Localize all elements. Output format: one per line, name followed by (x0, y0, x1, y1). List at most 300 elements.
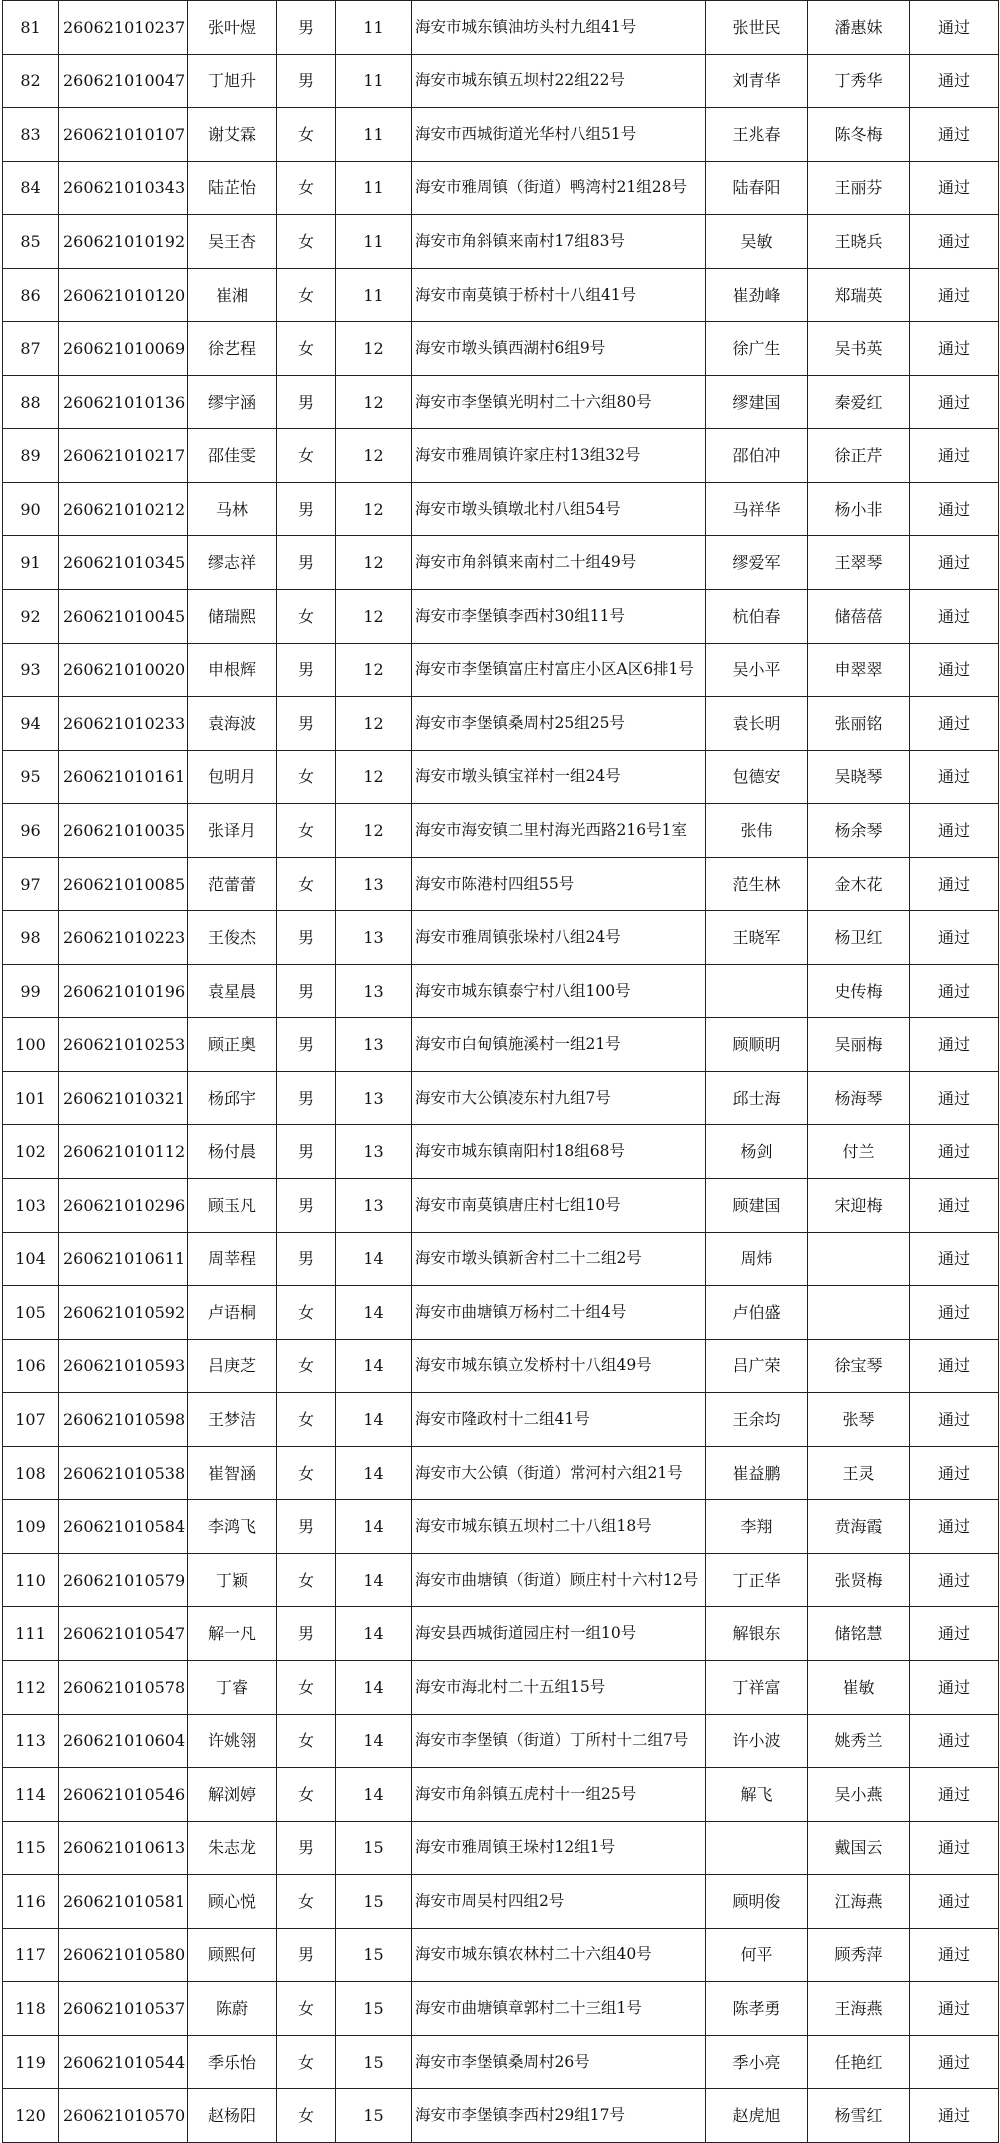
id-cell: 260621010547 (59, 1607, 188, 1661)
address-cell: 海安市大公镇（街道）常河村六组21号 (412, 1446, 706, 1500)
address-cell: 海安市大公镇凌东村九组7号 (412, 1071, 706, 1125)
name-cell: 邵佳雯 (188, 429, 277, 483)
father-cell: 马祥华 (706, 482, 808, 536)
mother-cell (808, 1286, 910, 1340)
mother-cell: 秦爱红 (808, 375, 910, 429)
age-cell: 13 (336, 1125, 412, 1179)
age-cell: 13 (336, 1071, 412, 1125)
table-row (3, 54, 999, 108)
table-row (3, 697, 999, 751)
mother-cell: 杨余琴 (808, 804, 910, 858)
mother-cell: 顾秀萍 (808, 1928, 910, 1982)
address-cell: 海安市城东镇南阳村18组68号 (412, 1125, 706, 1179)
mother-cell: 吴小燕 (808, 1768, 910, 1822)
mother-cell: 储蓓蓓 (808, 590, 910, 644)
result-cell: 通过 (910, 482, 999, 536)
name-cell: 崔智涵 (188, 1446, 277, 1500)
applicant-table (2, 0, 999, 2143)
mother-cell: 姚秀兰 (808, 1714, 910, 1768)
age-cell: 14 (336, 1500, 412, 1554)
name-cell: 袁海波 (188, 697, 277, 751)
father-cell: 解银东 (706, 1607, 808, 1661)
address-cell: 海安市雅周镇许家庄村13组32号 (412, 429, 706, 483)
result-cell: 通过 (910, 643, 999, 697)
father-cell: 许小波 (706, 1714, 808, 1768)
gender-cell: 女 (277, 804, 336, 858)
father-cell: 顾建国 (706, 1179, 808, 1233)
gender-cell: 女 (277, 750, 336, 804)
name-cell: 袁星晨 (188, 964, 277, 1018)
address-cell: 海安市周吴村四组2号 (412, 1875, 706, 1929)
mother-cell: 徐正芹 (808, 429, 910, 483)
mother-cell: 潘惠妹 (808, 1, 910, 55)
table-row (3, 1768, 999, 1822)
id-cell: 260621010537 (59, 1982, 188, 2036)
id-cell: 260621010217 (59, 429, 188, 483)
mother-cell: 杨雪红 (808, 2089, 910, 2143)
table-row (3, 1660, 999, 1714)
name-cell: 缪宇涵 (188, 375, 277, 429)
father-cell: 刘青华 (706, 54, 808, 108)
result-cell: 通过 (910, 1125, 999, 1179)
father-cell: 吕广荣 (706, 1339, 808, 1393)
gender-cell: 男 (277, 1232, 336, 1286)
father-cell: 邱士海 (706, 1071, 808, 1125)
address-cell: 海安市李堡镇李西村29组17号 (412, 2089, 706, 2143)
result-cell: 通过 (910, 697, 999, 751)
name-cell: 顾正奥 (188, 1018, 277, 1072)
father-cell: 包德安 (706, 750, 808, 804)
id-cell: 260621010223 (59, 911, 188, 965)
address-cell: 海安市李堡镇李西村30组11号 (412, 590, 706, 644)
id-cell: 260621010581 (59, 1875, 188, 1929)
name-cell: 解浏婷 (188, 1768, 277, 1822)
gender-cell: 男 (277, 964, 336, 1018)
age-cell: 14 (336, 1286, 412, 1340)
serial-cell: 115 (3, 1821, 59, 1875)
id-cell: 260621010112 (59, 1125, 188, 1179)
father-cell: 崔益鹏 (706, 1446, 808, 1500)
result-cell: 通过 (910, 54, 999, 108)
father-cell: 崔劲峰 (706, 268, 808, 322)
table-row (3, 1928, 999, 1982)
result-cell: 通过 (910, 161, 999, 215)
mother-cell: 王灵 (808, 1446, 910, 1500)
age-cell: 11 (336, 161, 412, 215)
serial-cell: 113 (3, 1714, 59, 1768)
age-cell: 12 (336, 697, 412, 751)
mother-cell: 张贤梅 (808, 1553, 910, 1607)
name-cell: 杨付晨 (188, 1125, 277, 1179)
address-cell: 海安市角斜镇来南村二十组49号 (412, 536, 706, 590)
name-cell: 谢艾霖 (188, 108, 277, 162)
gender-cell: 女 (277, 1286, 336, 1340)
table-row (3, 1125, 999, 1179)
table-row (3, 375, 999, 429)
mother-cell: 史传梅 (808, 964, 910, 1018)
age-cell: 14 (336, 1393, 412, 1447)
table-row (3, 1071, 999, 1125)
address-cell: 海安市墩头镇西湖村6组9号 (412, 322, 706, 376)
table-row (3, 750, 999, 804)
serial-cell: 84 (3, 161, 59, 215)
address-cell: 海安市角斜镇五虎村十一组25号 (412, 1768, 706, 1822)
mother-cell: 王晓兵 (808, 215, 910, 269)
gender-cell: 女 (277, 857, 336, 911)
father-cell: 季小亮 (706, 2035, 808, 2089)
mother-cell: 王海燕 (808, 1982, 910, 2036)
father-cell: 邵伯冲 (706, 429, 808, 483)
id-cell: 260621010343 (59, 161, 188, 215)
serial-cell: 109 (3, 1500, 59, 1554)
serial-cell: 93 (3, 643, 59, 697)
name-cell: 王梦洁 (188, 1393, 277, 1447)
table-row (3, 1339, 999, 1393)
id-cell: 260621010107 (59, 108, 188, 162)
serial-cell: 111 (3, 1607, 59, 1661)
address-cell: 海安市李堡镇光明村二十六组80号 (412, 375, 706, 429)
address-cell: 海安市曲塘镇（街道）顾庄村十六村12号 (412, 1553, 706, 1607)
name-cell: 杨邱宇 (188, 1071, 277, 1125)
result-cell: 通过 (910, 1232, 999, 1286)
table-row (3, 643, 999, 697)
serial-cell: 97 (3, 857, 59, 911)
name-cell: 王俊杰 (188, 911, 277, 965)
gender-cell: 男 (277, 1179, 336, 1233)
id-cell: 260621010196 (59, 964, 188, 1018)
gender-cell: 男 (277, 911, 336, 965)
father-cell: 缪爱军 (706, 536, 808, 590)
name-cell: 丁睿 (188, 1660, 277, 1714)
name-cell: 许姚翎 (188, 1714, 277, 1768)
table-row (3, 161, 999, 215)
table-row (3, 1982, 999, 2036)
serial-cell: 118 (3, 1982, 59, 2036)
age-cell: 14 (336, 1446, 412, 1500)
serial-cell: 112 (3, 1660, 59, 1714)
table-row (3, 1714, 999, 1768)
result-cell: 通过 (910, 1446, 999, 1500)
mother-cell: 杨卫红 (808, 911, 910, 965)
name-cell: 周莘程 (188, 1232, 277, 1286)
name-cell: 李鸿飞 (188, 1500, 277, 1554)
table-row (3, 1232, 999, 1286)
mother-cell: 张丽铭 (808, 697, 910, 751)
serial-cell: 92 (3, 590, 59, 644)
father-cell (706, 1821, 808, 1875)
age-cell: 13 (336, 1018, 412, 1072)
father-cell: 顾顺明 (706, 1018, 808, 1072)
mother-cell: 金木花 (808, 857, 910, 911)
gender-cell: 女 (277, 1553, 336, 1607)
mother-cell: 储铭慧 (808, 1607, 910, 1661)
father-cell: 丁正华 (706, 1553, 808, 1607)
result-cell: 通过 (910, 268, 999, 322)
serial-cell: 101 (3, 1071, 59, 1125)
age-cell: 12 (336, 375, 412, 429)
address-cell: 海安市陈港村四组55号 (412, 857, 706, 911)
id-cell: 260621010584 (59, 1500, 188, 1554)
id-cell: 260621010253 (59, 1018, 188, 1072)
mother-cell: 江海燕 (808, 1875, 910, 1929)
age-cell: 14 (336, 1232, 412, 1286)
father-cell: 吴敏 (706, 215, 808, 269)
id-cell: 260621010613 (59, 1821, 188, 1875)
serial-cell: 119 (3, 2035, 59, 2089)
address-cell: 海安市曲塘镇万杨村二十组4号 (412, 1286, 706, 1340)
result-cell: 通过 (910, 1660, 999, 1714)
father-cell: 杨剑 (706, 1125, 808, 1179)
id-cell: 260621010544 (59, 2035, 188, 2089)
mother-cell: 宋迎梅 (808, 1179, 910, 1233)
table-row (3, 536, 999, 590)
result-cell: 通过 (910, 1393, 999, 1447)
gender-cell: 男 (277, 1928, 336, 1982)
id-cell: 260621010604 (59, 1714, 188, 1768)
table-body (3, 1, 999, 2143)
age-cell: 15 (336, 1821, 412, 1875)
id-cell: 260621010546 (59, 1768, 188, 1822)
serial-cell: 107 (3, 1393, 59, 1447)
address-cell: 海安市墩头镇新舍村二十二组2号 (412, 1232, 706, 1286)
father-cell: 徐广生 (706, 322, 808, 376)
serial-cell: 91 (3, 536, 59, 590)
table-row (3, 429, 999, 483)
serial-cell: 89 (3, 429, 59, 483)
serial-cell: 103 (3, 1179, 59, 1233)
age-cell: 11 (336, 1, 412, 55)
address-cell: 海安市海北村二十五组15号 (412, 1660, 706, 1714)
father-cell: 赵虎旭 (706, 2089, 808, 2143)
address-cell: 海安市城东镇立发桥村十八组49号 (412, 1339, 706, 1393)
serial-cell: 105 (3, 1286, 59, 1340)
gender-cell: 女 (277, 1714, 336, 1768)
address-cell: 海安市西城街道光华村八组51号 (412, 108, 706, 162)
result-cell: 通过 (910, 1768, 999, 1822)
father-cell: 陆春阳 (706, 161, 808, 215)
age-cell: 12 (336, 536, 412, 590)
address-cell: 海安市白甸镇施溪村一组21号 (412, 1018, 706, 1072)
age-cell: 13 (336, 857, 412, 911)
serial-cell: 88 (3, 375, 59, 429)
age-cell: 12 (336, 322, 412, 376)
age-cell: 14 (336, 1553, 412, 1607)
gender-cell: 女 (277, 1339, 336, 1393)
gender-cell: 女 (277, 1982, 336, 2036)
name-cell: 卢语桐 (188, 1286, 277, 1340)
id-cell: 260621010212 (59, 482, 188, 536)
serial-cell: 87 (3, 322, 59, 376)
gender-cell: 女 (277, 215, 336, 269)
serial-cell: 116 (3, 1875, 59, 1929)
serial-cell: 104 (3, 1232, 59, 1286)
table-row (3, 1553, 999, 1607)
name-cell: 马林 (188, 482, 277, 536)
age-cell: 13 (336, 1179, 412, 1233)
age-cell: 14 (336, 1768, 412, 1822)
address-cell: 海安市南莫镇于桥村十八组41号 (412, 268, 706, 322)
table-row (3, 1018, 999, 1072)
id-cell: 260621010161 (59, 750, 188, 804)
serial-cell: 86 (3, 268, 59, 322)
gender-cell: 女 (277, 268, 336, 322)
table-row (3, 1821, 999, 1875)
mother-cell: 丁秀华 (808, 54, 910, 108)
id-cell: 260621010035 (59, 804, 188, 858)
result-cell: 通过 (910, 2089, 999, 2143)
father-cell: 王晓军 (706, 911, 808, 965)
name-cell: 吴王杏 (188, 215, 277, 269)
id-cell: 260621010069 (59, 322, 188, 376)
gender-cell: 男 (277, 1125, 336, 1179)
age-cell: 12 (336, 643, 412, 697)
table-row (3, 2035, 999, 2089)
result-cell: 通过 (910, 1179, 999, 1233)
serial-cell: 82 (3, 54, 59, 108)
serial-cell: 108 (3, 1446, 59, 1500)
id-cell: 260621010611 (59, 1232, 188, 1286)
result-cell: 通过 (910, 429, 999, 483)
result-cell: 通过 (910, 375, 999, 429)
table-row (3, 911, 999, 965)
father-cell: 王余均 (706, 1393, 808, 1447)
table-row (3, 1875, 999, 1929)
result-cell: 通过 (910, 590, 999, 644)
result-cell: 通过 (910, 1982, 999, 2036)
gender-cell: 女 (277, 429, 336, 483)
id-cell: 260621010580 (59, 1928, 188, 1982)
mother-cell: 贲海霞 (808, 1500, 910, 1554)
address-cell: 海安市南莫镇唐庄村七组10号 (412, 1179, 706, 1233)
age-cell: 15 (336, 1875, 412, 1929)
id-cell: 260621010020 (59, 643, 188, 697)
id-cell: 260621010045 (59, 590, 188, 644)
age-cell: 15 (336, 1982, 412, 2036)
address-cell: 海安市墩头镇墩北村八组54号 (412, 482, 706, 536)
result-cell: 通过 (910, 1500, 999, 1554)
result-cell: 通过 (910, 1, 999, 55)
id-cell: 260621010237 (59, 1, 188, 55)
father-cell: 顾明俊 (706, 1875, 808, 1929)
gender-cell: 男 (277, 375, 336, 429)
gender-cell: 男 (277, 1821, 336, 1875)
name-cell: 丁旭升 (188, 54, 277, 108)
serial-cell: 114 (3, 1768, 59, 1822)
mother-cell (808, 1232, 910, 1286)
result-cell: 通过 (910, 1928, 999, 1982)
result-cell: 通过 (910, 1018, 999, 1072)
age-cell: 15 (336, 2089, 412, 2143)
father-cell: 缪建国 (706, 375, 808, 429)
mother-cell: 杨小非 (808, 482, 910, 536)
id-cell: 260621010593 (59, 1339, 188, 1393)
serial-cell: 94 (3, 697, 59, 751)
result-cell: 通过 (910, 1714, 999, 1768)
result-cell: 通过 (910, 2035, 999, 2089)
serial-cell: 110 (3, 1553, 59, 1607)
gender-cell: 男 (277, 54, 336, 108)
age-cell: 14 (336, 1339, 412, 1393)
age-cell: 11 (336, 54, 412, 108)
father-cell: 王兆春 (706, 108, 808, 162)
mother-cell: 付兰 (808, 1125, 910, 1179)
mother-cell: 徐宝琴 (808, 1339, 910, 1393)
name-cell: 张叶煜 (188, 1, 277, 55)
result-cell: 通过 (910, 215, 999, 269)
name-cell: 解一凡 (188, 1607, 277, 1661)
id-cell: 260621010538 (59, 1446, 188, 1500)
age-cell: 14 (336, 1660, 412, 1714)
gender-cell: 女 (277, 1768, 336, 1822)
gender-cell: 男 (277, 536, 336, 590)
age-cell: 12 (336, 429, 412, 483)
address-cell: 海安市城东镇农林村二十六组40号 (412, 1928, 706, 1982)
result-cell: 通过 (910, 804, 999, 858)
mother-cell: 任艳红 (808, 2035, 910, 2089)
serial-cell: 85 (3, 215, 59, 269)
mother-cell: 吴书英 (808, 322, 910, 376)
table-row (3, 1286, 999, 1340)
mother-cell: 陈冬梅 (808, 108, 910, 162)
gender-cell: 女 (277, 2089, 336, 2143)
name-cell: 陈蔚 (188, 1982, 277, 2036)
gender-cell: 女 (277, 1660, 336, 1714)
mother-cell: 杨海琴 (808, 1071, 910, 1125)
id-cell: 260621010570 (59, 2089, 188, 2143)
id-cell: 260621010321 (59, 1071, 188, 1125)
father-cell: 陈孝勇 (706, 1982, 808, 2036)
result-cell: 通过 (910, 1286, 999, 1340)
age-cell: 14 (336, 1607, 412, 1661)
address-cell: 海安市雅周镇王垛村12组1号 (412, 1821, 706, 1875)
mother-cell: 张琴 (808, 1393, 910, 1447)
gender-cell: 男 (277, 643, 336, 697)
result-cell: 通过 (910, 322, 999, 376)
mother-cell: 戴国云 (808, 1821, 910, 1875)
address-cell: 海安市海安镇二里村海光西路216号1室 (412, 804, 706, 858)
name-cell: 张译月 (188, 804, 277, 858)
gender-cell: 男 (277, 1, 336, 55)
id-cell: 260621010192 (59, 215, 188, 269)
father-cell: 吴小平 (706, 643, 808, 697)
gender-cell: 男 (277, 697, 336, 751)
table-row (3, 1179, 999, 1233)
age-cell: 11 (336, 215, 412, 269)
address-cell: 海安市李堡镇（街道）丁所村十二组7号 (412, 1714, 706, 1768)
serial-cell: 100 (3, 1018, 59, 1072)
address-cell: 海安县西城街道园庄村一组10号 (412, 1607, 706, 1661)
address-cell: 海安市角斜镇来南村17组83号 (412, 215, 706, 269)
name-cell: 徐艺程 (188, 322, 277, 376)
father-cell: 袁长明 (706, 697, 808, 751)
address-cell: 海安市雅周镇（街道）鸭湾村21组28号 (412, 161, 706, 215)
serial-cell: 81 (3, 1, 59, 55)
table-row (3, 1607, 999, 1661)
address-cell: 海安市城东镇油坊头村九组41号 (412, 1, 706, 55)
father-cell: 范生林 (706, 857, 808, 911)
table-row (3, 322, 999, 376)
serial-cell: 99 (3, 964, 59, 1018)
table-row (3, 215, 999, 269)
name-cell: 顾心悦 (188, 1875, 277, 1929)
address-cell: 海安市李堡镇富庄村富庄小区A区6排1号 (412, 643, 706, 697)
id-cell: 260621010136 (59, 375, 188, 429)
address-cell: 海安市城东镇五坝村二十八组18号 (412, 1500, 706, 1554)
name-cell: 崔湘 (188, 268, 277, 322)
father-cell: 丁祥富 (706, 1660, 808, 1714)
table-row (3, 857, 999, 911)
age-cell: 11 (336, 108, 412, 162)
